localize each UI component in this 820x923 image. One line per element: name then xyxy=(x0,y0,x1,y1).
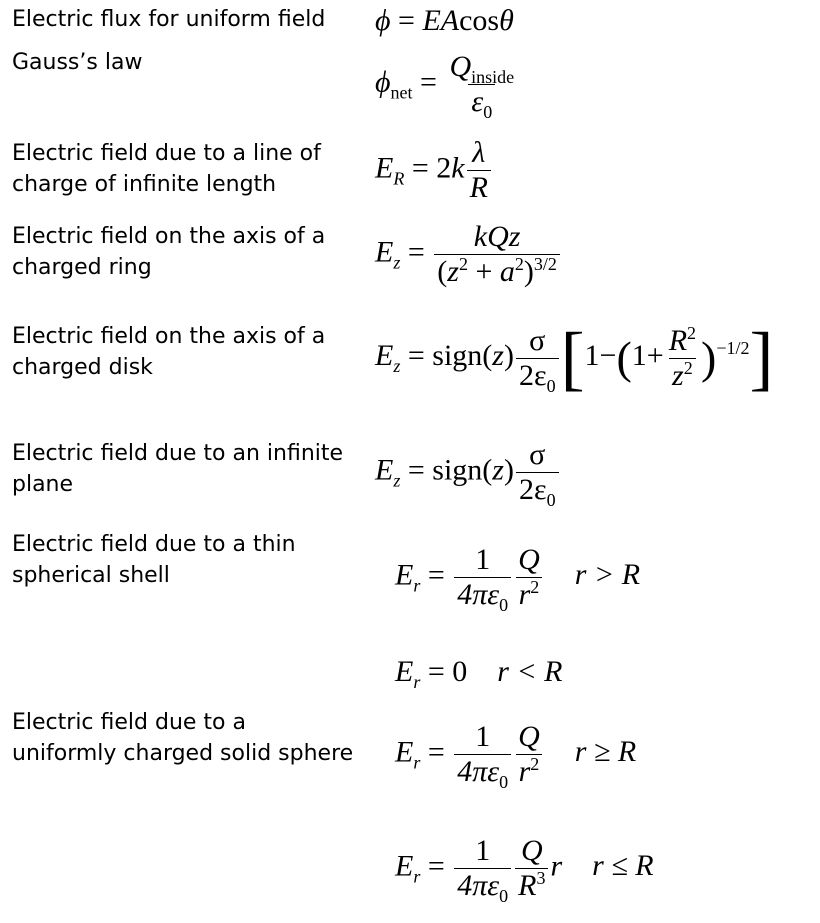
equation-disk: $E_z$ = sign(z) $\frac{\sigma}{2\varepsilon_0}$ [1−(1+ $\frac{R^2}{z^2}$ )$^{-1/2}$] xyxy=(375,318,774,398)
equation-shell-outside: $E_r$ = $\frac{1}{4\pi\varepsilon_0}$ $\frac{Q}{r^2}$ r > R xyxy=(395,543,641,615)
equation-ring: $E_z$ = $\frac{\text{kQz}}{(z^2 + a^2)^{3/2}}$ xyxy=(375,222,562,287)
equation-sphere-outside: $E_r$ = $\frac{1}{4\pi\varepsilon_0}$ $\frac{Q}{r^2}$ r ≥ R xyxy=(395,720,637,792)
equation-gauss: $\phi_{net}$ = $\frac{Q_{inside}}{\varepsilon_0}$ xyxy=(375,50,515,122)
equation-flux: ϕ = EAcosθ xyxy=(375,4,514,37)
label-solid-sphere: Electric field due to a uniformly charged solid sphere xyxy=(12,710,354,766)
label-plane: Electric field due to an infinite plane xyxy=(12,441,344,497)
label-gauss: Gauss’s law xyxy=(12,50,143,75)
equation-sphere-inside: $E_r$ = $\frac{1}{4\pi\varepsilon_0}$ $\frac{Q}{R^3}$ r r ≤ R xyxy=(395,834,654,906)
equation-line-charge: $E_R = 2k$ $\frac{\lambda}{R}$ xyxy=(375,138,493,203)
equation-plane: $E_z$ = sign(z) $\frac{\sigma}{2\varepsilon_0}$ xyxy=(375,440,561,505)
label-line-charge: Electric field due to a line of charge of infinite length xyxy=(12,141,321,197)
label-shell: Electric field due to a thin spherical shell xyxy=(12,532,296,588)
equation-shell-inside: $E_r = 0$ r < R xyxy=(395,655,563,692)
label-disk: Electric field on the axis of a charged disk xyxy=(12,324,326,380)
label-ring: Electric field on the axis of a charged ring xyxy=(12,224,326,280)
label-flux: Electric flux for uniform field xyxy=(12,7,326,32)
